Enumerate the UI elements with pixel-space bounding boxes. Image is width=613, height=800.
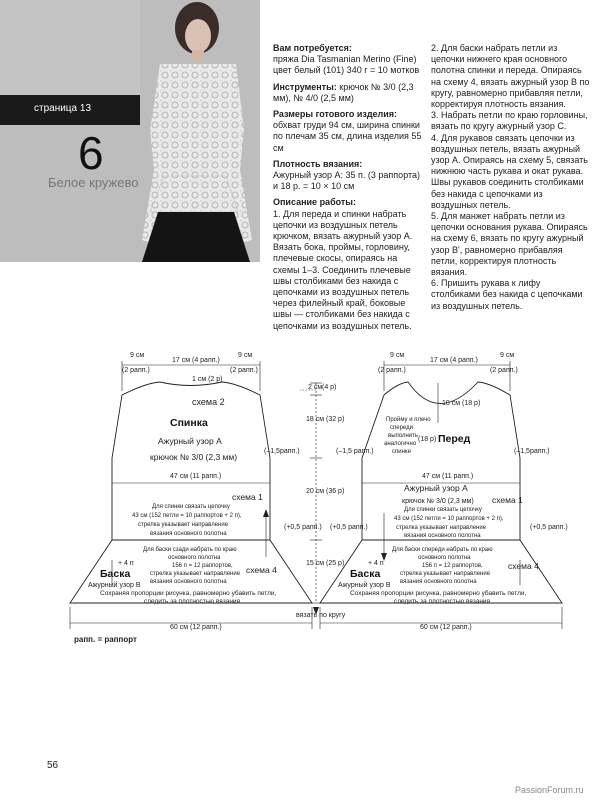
front-top-left-sub: (2 рапп.) xyxy=(378,367,406,374)
back-top-mid: 17 см (4 рапп.) xyxy=(172,357,220,364)
step-4: 4. Для рукавов связать цепочки из воздушных петель, вязать ажурный узор А. Опираясь на схему 5, связать нижнюю часть рукава и окат рукава. Швы рукавов соединить столбиками без накида с цепочками из воздушных петель. xyxy=(431,132,588,210)
front-neck-depth: 10 см (18 р) xyxy=(442,400,481,407)
back-scheme-2: схема 2 xyxy=(192,397,225,407)
center-dec-left: (–1,5 рапп.) xyxy=(336,448,374,455)
front-note-3: стрелка указывает направление xyxy=(396,525,487,531)
front-width: 47 см (11 рапп.) xyxy=(422,473,474,480)
front-bottom-width: 60 см (12 рапп.) xyxy=(420,624,472,631)
front-peplum-note-5: вязания основного полотна xyxy=(400,579,477,585)
back-note-3: стрелка указывает направление xyxy=(138,522,229,528)
back-peplum-note-5: вязания основного полотна xyxy=(150,579,227,585)
back-peplum-note-7: следить за плотностью вязания xyxy=(144,598,241,605)
sizes-text: обхват груди 94 см, ширина спинки по плечам 35 см, длина изделия 55 см xyxy=(273,120,422,153)
back-note-2: 43 см (152 петли = 10 раппортов + 2 п), xyxy=(132,513,242,519)
front-armhole-3: выполнить xyxy=(388,433,418,439)
back-pattern: Ажурный узор А xyxy=(158,436,222,446)
back-side-dec: (–1,5рапп.) xyxy=(264,448,300,455)
density-title: Плотность вязания: xyxy=(273,158,363,169)
front-peplum-note-6: Сохраняя пропорции рисунка, равномерно убавить петли, xyxy=(350,590,527,597)
step-2: 2. Для баски набрать петли из цепочки нижнего края основного полотна спинки и переда. Опираясь на схему 4, вязать ажурный узор В по кругу, равномерно прибавляя петли, корректируя плотность вязания. xyxy=(431,43,590,110)
center-h2: 18 см (32 р) xyxy=(306,416,345,423)
model-photo xyxy=(0,0,260,262)
front-peplum-note-7: следить за плотностью вязания xyxy=(394,598,491,605)
center-round: вязать по кругу xyxy=(296,612,346,619)
front-pattern: Ажурный узор А xyxy=(404,483,468,493)
front-scheme-1: схема 1 xyxy=(492,495,523,505)
front-note-1: Для спинки связать цепочку xyxy=(404,507,482,513)
materials-title: Вам потребуется: xyxy=(273,43,352,53)
step-6: 6. Пришить рукава к лифу столбиками без накида с цепочками из воздушных петель. xyxy=(431,278,583,311)
step-1: 1. Для переда и спинки набрать цепочки из воздушных петель крючком, вязать ажурный узор А. Вязать бока, проймы, горловину, плечевые скосы, опираясь на схемы 1–3. Соединить плечевые швы столбиками без накида с цепочками из воздушных петель через филейный край, боковые швы — столбиками без накида с цепочками из воздушных петель. xyxy=(273,208,413,331)
front-peplum-pattern: Ажурный узор В xyxy=(338,582,391,589)
front-armhole-2: спереди xyxy=(390,425,413,431)
back-peplum-note-6: Сохраняя пропорции рисунка, равномерно убавить петли, xyxy=(100,590,277,597)
pattern-number: 6 xyxy=(78,127,104,179)
instructions-column-2 xyxy=(431,43,591,312)
front-note-2: 43 см (152 петли = 10 раппортов + 2 п), xyxy=(394,516,504,522)
sizes-title: Размеры готового изделия: xyxy=(273,109,398,120)
front-armhole-1: Пройму и плечо xyxy=(386,417,431,423)
back-peplum-note-4: стрелка указывает направление xyxy=(150,571,241,577)
back-plus-4: + 4 п xyxy=(118,560,134,567)
front-peplum-note-4: стрелка указывает направление xyxy=(400,571,491,577)
center-h1: 2 см xyxy=(308,384,323,391)
step-5: 5. Для манжет набрать петли из цепочки основания рукава. Опираясь на схему 6, вязать по кругу ажурный узор В', равномерно прибавляя петли, корректируя плотность вязания. xyxy=(431,211,588,278)
density-line-2: и 18 р. = 10 × 10 см xyxy=(273,181,355,192)
tools-title: Инструменты: xyxy=(273,81,337,92)
back-top-left: 9 см xyxy=(130,352,145,359)
back-width: 47 см (11 рапп.) xyxy=(170,473,222,480)
pattern-schematic xyxy=(0,345,613,665)
back-hook: крючок № 3/0 (2,3 мм) xyxy=(150,452,238,462)
tools-text: крючок № 3/0 (2,3 мм), № 4/0 (2,5 мм) xyxy=(273,81,414,103)
center-h4: 15 см (25 р) xyxy=(306,560,345,567)
front-hook: крючок № 3/0 (2,3 мм) xyxy=(402,498,474,505)
front-top-right: 9 см xyxy=(500,352,515,359)
back-neck-drop: 1 см (2 р) xyxy=(192,376,223,383)
front-plus-4: + 4 п xyxy=(368,560,384,567)
front-armhole-4: аналогично xyxy=(384,441,417,447)
front-scheme-4: схема 4 xyxy=(508,561,539,571)
center-h3: 20 см (36 р) xyxy=(306,488,345,495)
density-line-1: Ажурный узор А: 35 п. (3 раппорта) xyxy=(273,170,421,181)
center-inc-left: (+0,5 рапп.) xyxy=(330,524,368,531)
back-scheme-1: схема 1 xyxy=(232,492,263,502)
instructions-column-1 xyxy=(273,43,423,332)
step-3: 3. Набрать петли по краю горловины, вязать по кругу ажурный узор С. xyxy=(431,110,588,132)
back-top-right-sub: (2 рапп.) xyxy=(230,367,258,374)
front-note-4: вязания основного полотна xyxy=(404,533,481,539)
front-peplum-title: Баска xyxy=(350,568,381,580)
front-peplum-note-2: основного полотна xyxy=(418,555,471,561)
back-note-4: вязания основного полотна xyxy=(150,531,227,537)
back-peplum-pattern: Ажурный узор В xyxy=(88,582,141,589)
back-peplum-note-2: основного полотна xyxy=(168,555,221,561)
back-note-1: Для спинки связать цепочку xyxy=(152,504,230,510)
front-peplum-note-3: 156 п = 12 раппортов, xyxy=(422,563,483,569)
front-peplum-note-1: Для баски спереди набрать по краю xyxy=(392,547,493,553)
back-title: Спинка xyxy=(170,417,208,429)
center-h1-rows: (4 р) xyxy=(322,384,337,391)
back-peplum-note-1: Для баски сзади набрать по краю xyxy=(143,547,237,553)
front-side-inc: (+0,5 рапп.) xyxy=(530,524,568,531)
back-top-right: 9 см xyxy=(238,352,253,359)
page-label: страница 13 xyxy=(34,103,92,114)
back-top-left-sub: (2 рапп.) xyxy=(122,367,150,374)
front-title: Перед xyxy=(438,433,471,445)
front-armhole-5: спинке xyxy=(392,449,411,455)
back-scheme-4: схема 4 xyxy=(246,565,277,575)
front-top-right-sub: (2 рапп.) xyxy=(490,367,518,374)
front-top-mid: 17 см (4 рапп.) xyxy=(430,357,478,364)
back-side-inc: (+0,5 рапп.) xyxy=(284,524,322,531)
legend: рапп. = раппорт xyxy=(74,635,137,644)
watermark: PassionForum.ru xyxy=(515,785,584,795)
back-peplum-note-3: 156 п = 12 раппортов, xyxy=(172,563,233,569)
back-peplum-title: Баска xyxy=(100,568,131,580)
page-number: 56 xyxy=(47,760,59,771)
pattern-title: Белое кружево xyxy=(48,175,139,190)
description-title: Описание работы: xyxy=(273,197,356,208)
front-armhole-rows: (18 р) xyxy=(418,436,437,443)
back-bottom-width: 60 см (12 рапп.) xyxy=(170,624,222,631)
front-side-dec: (–1,5рапп.) xyxy=(514,448,550,455)
materials-text: пряжа Dia Tasmanian Merino (Fine) цвет белый (101) 340 г = 10 мотков xyxy=(273,54,420,76)
front-top-left: 9 см xyxy=(390,352,405,359)
